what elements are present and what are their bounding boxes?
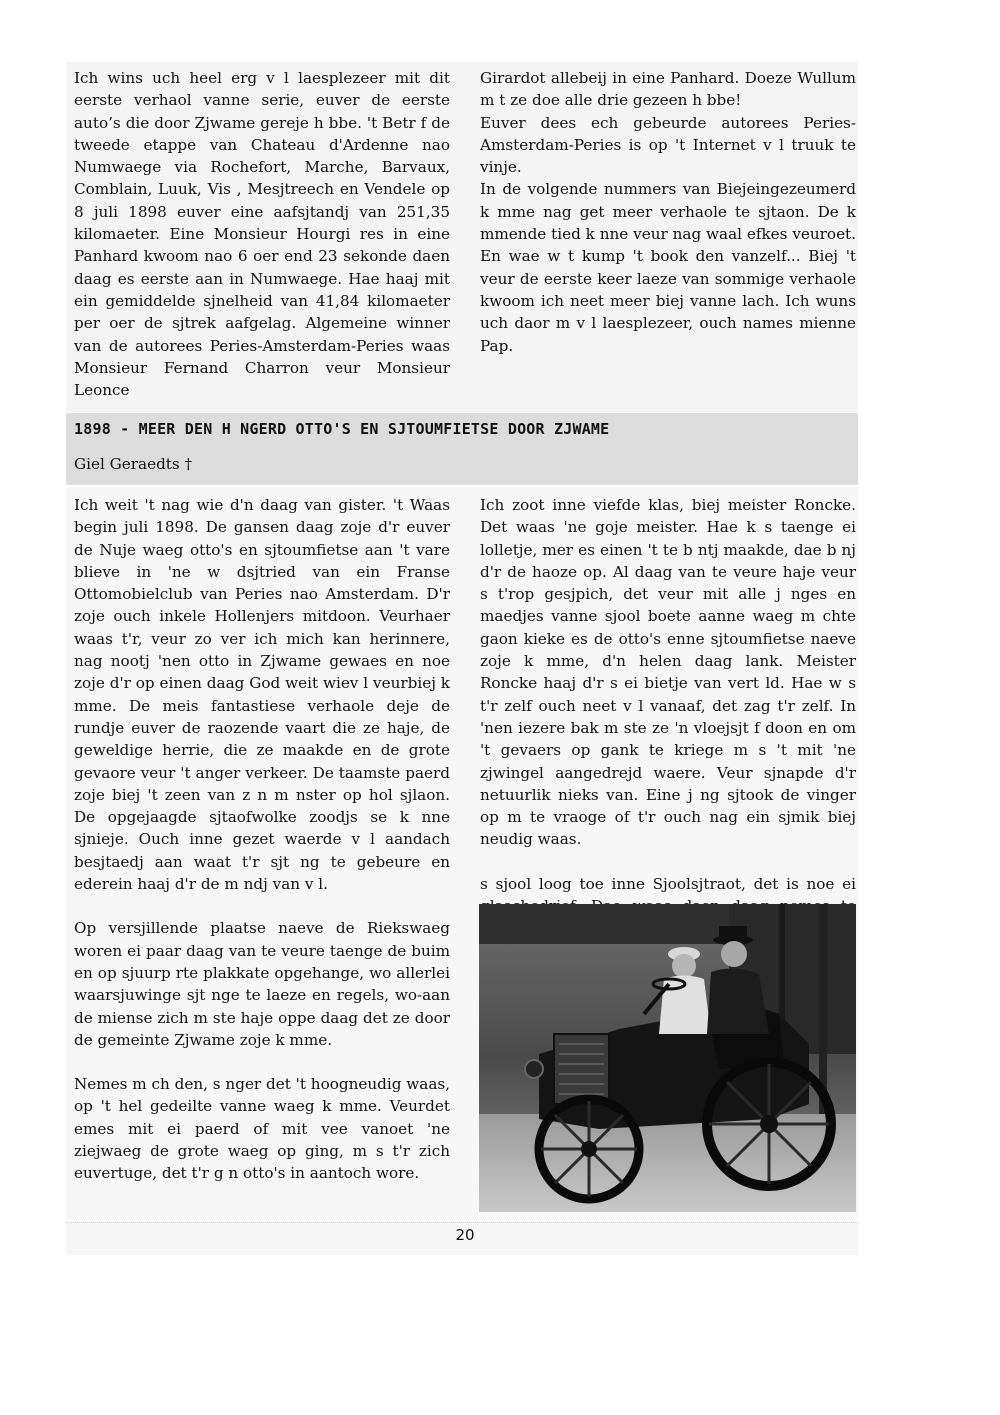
paragraph: In de volgende nummers van Biejeingezeumerd k mme nag get meer verhaole te sjtaon. De k mmende tied k nne veur nag waal efkes veuroet. En wae w t kump 't book den vanzelf... Biej 't veur de eerste keer laeze van sommige verhaole kwoom ich neet meer biej vanne lach. Ich wuns uch daor m v l laesplezeer, ouch names mienne Pap. [480, 180, 856, 355]
vintage-car-photo [479, 904, 856, 1212]
paragraph: Girardot allebeij in eine Panhard. Doeze Wullum m t ze doe alle drie gezeen h bbe! [480, 69, 856, 110]
bottom-column-right [480, 494, 856, 940]
article-title: 1898 - MEER DEN H NGERD OTTO'S EN SJTOUMFIETSE DOOR ZJWAME [74, 420, 610, 438]
page-number: 20 [455, 1226, 475, 1244]
paragraph: Ich zoot inne viefde klas, biej meister Roncke. Det waas 'ne goje meister. Hae k s taenge ei lolletje, mer es einen 't te b ntj maakde, dae b nj d'r de haoze op. Al daag van te veure haje veur s t'rop gesjpich, det veur mit alle j nges en maedjes vanne sjool boete aanne waeg m chte gaon kieke es de otto's enne sjtoumfietse naeve zoje k mme, d'n helen daag lank. Meister Roncke haaj d'r s ei bietje van vert ld. Hae w s t'r zelf ouch neet v l vanaaf, det zag t'r zelf. In 'nen iezere bak m ste ze 'n vloejsjt f doon en om 't gevaers op gank te kriege m s 't mit 'ne zjwingel aangedrejd waere. Veur sjnapde d'r netuurlik nieks van. Eine j ng sjtook de vinger op m te vraoge of t'r ouch nag ein sjmik biej neudig waas. [480, 496, 856, 849]
paragraph: Ich weit 't nag wie d'n daag van gister. 't Waas begin juli 1898. De gansen daag zoje d'r euver de Nuje waeg otto's en sjtoumfietse aan 't vare blieve in 'ne w dsjtried van ein Franse Ottomobielclub van Peries nao Amsterdam. D'r zoje ouch inkele Hollenjers mitdoon. Veurhaer waas t'r, veur zo ver ich mich kan herinnere, nag nootj 'nen otto in Zjwame gewaes en noe zoje d'r op einen daag God weit wiev l veurbiej k mme. De meis fantastiese verhaole deje de rundje euver de raozende vaart die ze haje, de geweldige herrie, die ze maakde en de grote gevaore veur 't anger verkeer. De taamste paerd zoje biej 't zeen van z n m nster op hol sjlaon. De opgejaagde sjtaofwolke zoodjs se k nne sjnieje. Ouch inne gezet waerde v l aandach besjtaedj aan waat t'r sjt ng te gebeure en ederein haaj d'r de m ndj van v l. [74, 496, 450, 894]
top-column-right [480, 67, 856, 357]
paragraph: s sjool loog toe inne Sjoolsjtraot, det is noe ei [480, 874, 856, 893]
paragraph: Euver dees ech gebeurde autorees Peries-Amsterdam-Peries is op 't Internet v l truuk te vinje. [480, 113, 856, 177]
paragraph: Op versjillende plaatse naeve de Riekswaeg woren ei paar daag van te veure taenge de buim en op sjuurp rte plakkate opgehange, wo allerlei waarsjuwinge sjt nge te laeze en regels, wo-aan de miense zich m ste haje oppe daag det ze door de gemeinte Zjwame zoje k mme. [74, 919, 450, 1049]
article-author: Giel Geraedts † [74, 455, 193, 473]
bottom-column-left [74, 494, 450, 1185]
top-column-left [74, 67, 450, 401]
paragraph: Nemes m ch den, s nger det 't hoogneudig waas, op 't hel gedeilte vanne waeg k mme. Veurdet emes mit ei paerd of mit vee vanoet 'ne ziejwaeg de grote waeg op ging, m s t'r zich euvertuge, det t'r g n otto's in aantoch wore. [74, 1075, 450, 1183]
paragraph: Ich wins uch heel erg v l laesplezeer mit dit eerste verhaol vanne serie, euver de eerste auto’s die door Zjwame gereje h bbe. 't Betr f de tweede etappe van Chateau d'Ardenne nao Numwaege via Rochefort, Marche, Barvaux, Comblain, Luuk, Vis , Mesjtreech en Vendele op 8 juli 1898 euver eine aafsjtandj van 251,35 kilomaeter. Eine Monsieur Hourgi res in eine Panhard kwoom nao 6 oer end 23 sekonde daen daag es eerste aan in Numwaege. Hae haaj mit ein gemiddelde sjnelheid van 41,84 kilomaeter per oer de sjtrek aafgelag. Algemeine winner van de autorees Peries-Amsterdam-Peries waas Monsieur Fernand Charron veur Monsieur Leonce [74, 69, 450, 400]
